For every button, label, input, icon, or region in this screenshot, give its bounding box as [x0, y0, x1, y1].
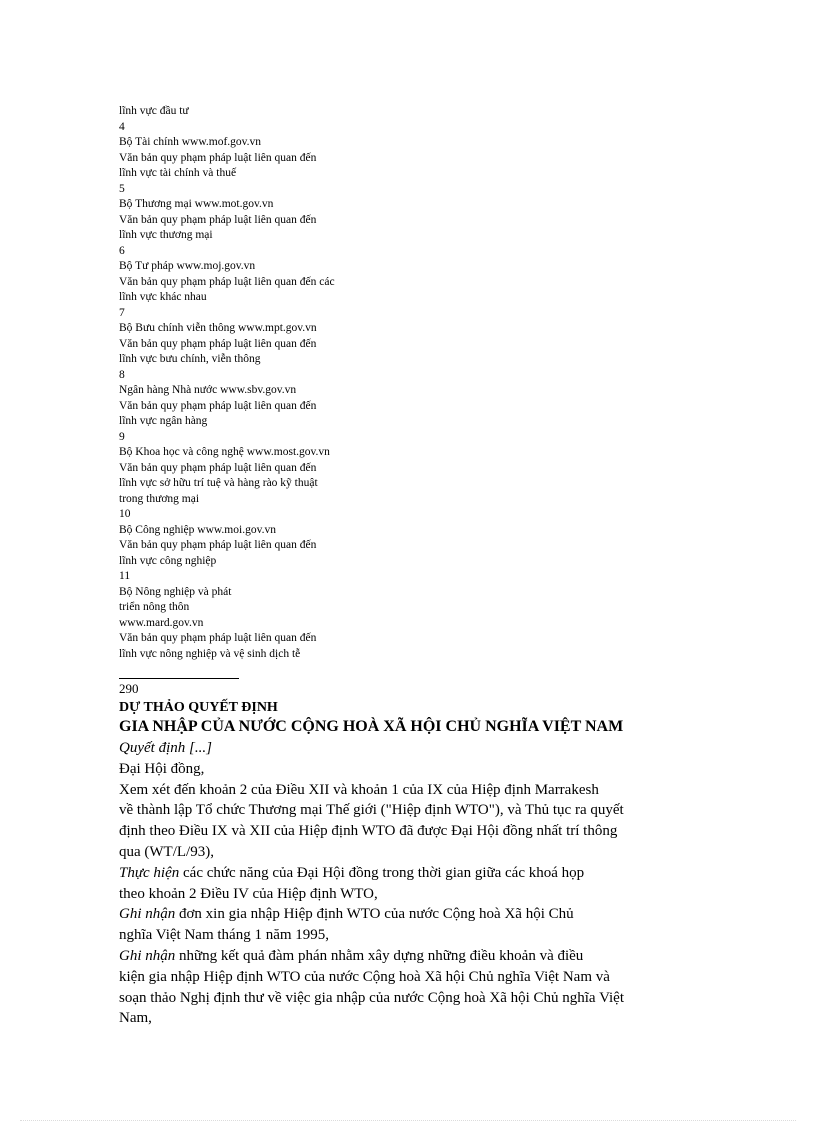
page-number: 290	[119, 681, 139, 696]
table-line: lĩnh vực nông nghiệp và vệ sinh dịch tễ	[119, 647, 301, 660]
table-line: Văn bản quy phạm pháp luật liên quan đến các	[119, 275, 335, 288]
table-line: lĩnh vực bưu chính, viễn thông	[119, 353, 261, 365]
table-line: 11	[119, 570, 131, 582]
table-line: Bộ Tài chính www.mof.gov.vn	[119, 136, 262, 148]
table-line: lĩnh vực ngân hàng	[119, 415, 208, 427]
table-line: 4	[119, 120, 125, 133]
table-line: Văn bản quy phạm pháp luật liên quan đến	[119, 632, 317, 644]
table-line: lĩnh vực sở hữu trí tuệ và hàng rào kỹ thuật	[119, 477, 318, 489]
line-text: những kết quả đàm phán nhằm xây dựng những điều khoản và điều	[175, 947, 584, 964]
paragraph-line: kiện gia nhập Hiệp định WTO của nước Cộng hoà Xã hội Chủ nghĩa Việt Nam và	[119, 968, 610, 985]
table-line: lĩnh vực thương mại	[119, 229, 213, 241]
footnote-separator	[119, 678, 239, 679]
council-line: Đại Hội đồng,	[119, 760, 205, 777]
paragraph-line	[119, 904, 679, 925]
lead-word: Thực hiện	[119, 864, 180, 881]
page-bottom-border	[20, 1120, 796, 1121]
table-line: Văn bản quy phạm pháp luật liên quan đến	[119, 539, 317, 551]
paragraph-line: theo khoản 2 Điều IV của Hiệp định WTO,	[119, 885, 378, 902]
decision-body	[119, 738, 679, 1029]
table-line: lĩnh vực khác nhau	[119, 291, 207, 303]
paragraph-line	[119, 946, 679, 967]
table-line: 8	[119, 368, 125, 381]
accession-heading: GIA NHẬP CỦA NƯỚC CỘNG HOÀ XÃ HỘI CHỦ NGHĨA VIỆT NAM	[119, 718, 624, 735]
table-line: lĩnh vực đầu tư	[119, 105, 189, 117]
lead-word: Ghi nhận	[119, 947, 176, 964]
table-line: Bộ Nông nghiệp và phát	[119, 585, 232, 598]
table-line: Bộ Thương mại www.mot.gov.vn	[119, 198, 274, 210]
decision-label	[119, 738, 679, 759]
table-line: 5	[119, 182, 125, 195]
table-line: Văn bản quy phạm pháp luật liên quan đến	[119, 399, 317, 412]
lead-word: Ghi nhận	[119, 906, 176, 923]
draft-decision-heading: DỰ THẢO QUYẾT ĐỊNH	[119, 700, 278, 715]
agency-table-text	[119, 104, 419, 662]
line-text: đơn xin gia nhập Hiệp định WTO của nước Cộng hoà Xã hội Chủ	[175, 906, 574, 923]
table-line: Bộ Bưu chính viễn thông www.mpt.gov.vn	[119, 322, 317, 334]
table-line: Ngân hàng Nhà nước www.sbv.gov.vn	[119, 384, 297, 396]
paragraph-line: Xem xét đến khoản 2 của Điều XII và khoản 1 của IX của Hiệp định Marrakesh	[119, 781, 599, 798]
table-line: Văn bản quy phạm pháp luật liên quan đến	[119, 461, 317, 474]
table-line: www.mard.gov.vn	[119, 616, 204, 629]
table-line: 6	[119, 244, 125, 257]
table-line: lĩnh vực công nghiệp	[119, 554, 217, 567]
table-line: Văn bản quy phạm pháp luật liên quan đến	[119, 337, 317, 350]
table-line: Bộ Công nghiệp www.moi.gov.vn	[119, 523, 276, 536]
table-line: 7	[119, 306, 125, 319]
table-line: triển nông thôn	[119, 601, 190, 613]
table-line: lĩnh vực tài chính và thuế	[119, 167, 237, 179]
table-line: Bộ Tư pháp www.moj.gov.vn	[119, 260, 256, 272]
paragraph-line: về thành lập Tổ chức Thương mại Thế giới ("Hiệp định WTO"), và Thủ tục ra quyết	[119, 802, 624, 819]
table-line: Văn bản quy phạm pháp luật liên quan đến	[119, 213, 317, 226]
table-line: trong thương mại	[119, 492, 200, 505]
paragraph-line: định theo Điều IX và XII của Hiệp định WTO đã được Đại Hội đồng nhất trí thông	[119, 823, 618, 840]
table-line: 9	[119, 430, 125, 443]
decision-label-text: Quyết định [...]	[119, 740, 212, 756]
paragraph-line: Nam,	[119, 1010, 152, 1027]
paragraph-line: soạn thảo Nghị định thư về việc gia nhập của nước Cộng hoà Xã hội Chủ nghĩa Việt	[119, 989, 624, 1006]
table-line: Bộ Khoa học và công nghệ www.most.gov.vn	[119, 446, 330, 458]
table-line: Văn bản quy phạm pháp luật liên quan đến	[119, 151, 317, 164]
line-text: các chức năng của Đại Hội đồng trong thời gian giữa các khoá họp	[179, 864, 585, 881]
paragraph-line: nghĩa Việt Nam tháng 1 năm 1995,	[119, 927, 330, 944]
table-line: 10	[119, 508, 131, 520]
paragraph-line: qua (WT/L/93),	[119, 843, 214, 860]
paragraph-line	[119, 863, 679, 884]
